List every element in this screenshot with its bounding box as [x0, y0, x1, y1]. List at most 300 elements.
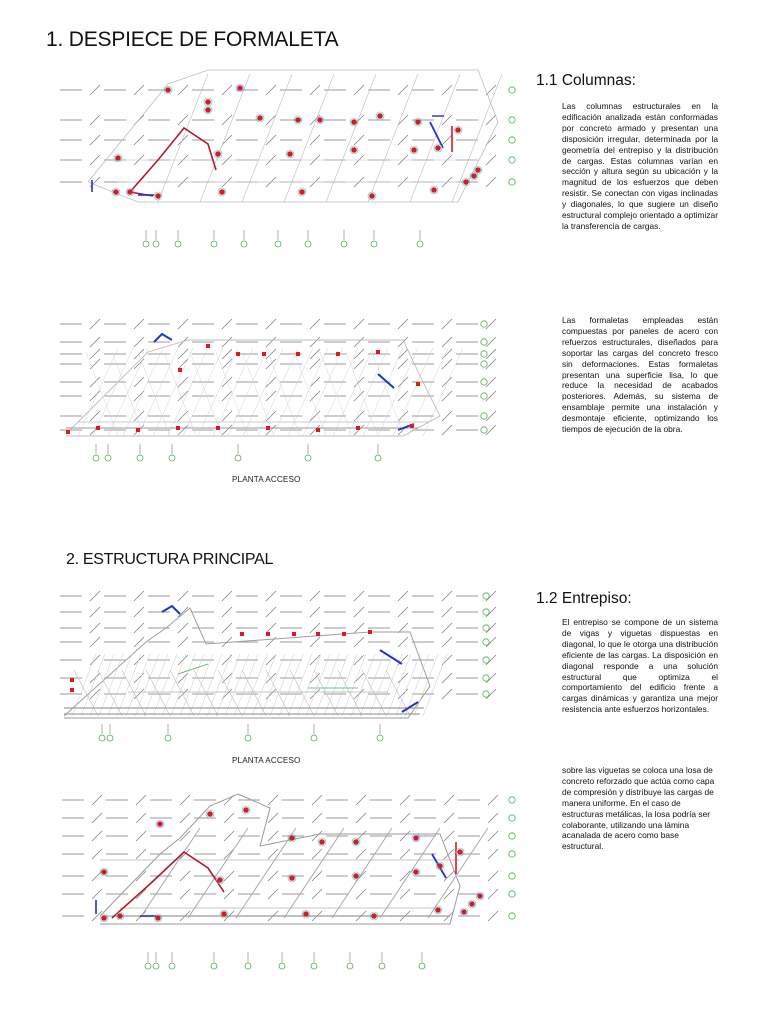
grid-tick — [134, 591, 144, 601]
axis-bubble — [241, 241, 247, 247]
grid-tick — [398, 391, 408, 401]
formwork-panel — [363, 348, 403, 436]
column-marker — [432, 188, 437, 193]
formwork-column-marker — [316, 428, 320, 432]
grid-tick — [178, 349, 188, 359]
axis-bubble — [235, 455, 241, 461]
column-marker — [102, 870, 107, 875]
entrepiso-heading: 1.2 Entrepiso: — [536, 590, 632, 607]
grid-tick — [486, 177, 496, 187]
formwork-column-marker — [206, 344, 210, 348]
axis-bubble — [483, 675, 489, 681]
formwork-panel — [164, 352, 196, 436]
grid-tick — [134, 377, 144, 387]
vigueta — [333, 654, 357, 716]
vigueta — [72, 654, 96, 716]
grid-tick — [442, 85, 452, 95]
grid-tick — [90, 337, 100, 347]
plan-2-caption: PLANTA ACCESO — [232, 475, 301, 484]
grid-tick — [354, 337, 364, 347]
grid-tick — [486, 673, 496, 683]
grid-tick — [400, 795, 410, 805]
vigueta — [90, 654, 114, 716]
grid-tick — [134, 135, 144, 145]
grid-tick — [224, 871, 234, 881]
axis-bubble — [509, 179, 515, 185]
entrepiso-paragraph-2: sobre las viguetas se coloca una losa de concreto reforzado que actúa como capa de compresión y distribuye las cargas de manera uniforme. En el caso de estructuras metálicas, la losa podría ser colaborante, utilizando una lámina acanalada de acero como base estructural. — [562, 765, 715, 852]
grid-tick — [180, 889, 190, 899]
grid-tick — [488, 813, 498, 823]
grid-tick — [398, 591, 408, 601]
formwork-panel — [320, 352, 352, 436]
grid-tick — [266, 85, 276, 95]
vigueta — [122, 670, 146, 716]
grid-tick — [268, 889, 278, 899]
axis-bubble — [481, 339, 487, 345]
formwork-column-marker — [410, 424, 414, 428]
grid-tick — [354, 689, 364, 699]
grid-tick — [134, 623, 144, 633]
grid-tick — [442, 377, 452, 387]
vigueta — [306, 654, 330, 716]
axis-bubble — [169, 455, 175, 461]
grid-tick — [136, 889, 146, 899]
grid-tick — [310, 135, 320, 145]
formwork-column-marker — [416, 382, 420, 386]
grid-tick — [354, 135, 364, 145]
grid-tick — [488, 871, 498, 881]
axis-bubble — [509, 137, 515, 143]
vigueta — [108, 654, 132, 716]
formwork-column-marker — [376, 350, 380, 354]
grid-tick — [136, 795, 146, 805]
formwork-panel — [346, 352, 378, 436]
grid-tick — [222, 85, 232, 95]
column-marker — [158, 822, 163, 827]
slab-outline — [64, 608, 430, 718]
grid-tick — [442, 337, 452, 347]
column-marker — [472, 174, 477, 179]
axis-bubble — [311, 735, 317, 741]
axis-bubble — [107, 735, 113, 741]
axis-bubble — [279, 963, 285, 969]
grid-tick — [356, 889, 366, 899]
grid-tick — [90, 349, 100, 359]
vigueta — [243, 654, 267, 716]
grid-tick — [312, 889, 322, 899]
column-marker — [412, 148, 417, 153]
axis-bubble — [509, 833, 515, 839]
column-marker — [462, 910, 467, 915]
grid-tick — [442, 391, 452, 401]
vigueta — [99, 654, 123, 716]
axis-bubble — [483, 691, 489, 697]
grid-tick — [398, 411, 408, 421]
column-marker — [222, 912, 227, 917]
axis-bubble — [483, 625, 489, 631]
column-marker — [414, 836, 419, 841]
grid-tick — [356, 831, 366, 841]
grid-tick — [486, 655, 496, 665]
formwork-column-marker — [216, 426, 220, 430]
grid-tick — [310, 377, 320, 387]
column-marker — [128, 190, 133, 195]
formwork-panel — [348, 348, 388, 436]
axis-bubble — [275, 241, 281, 247]
formwork-panel — [216, 352, 248, 436]
axis-bubble — [509, 913, 515, 919]
grid-tick — [310, 623, 320, 633]
grid-tick — [486, 637, 496, 647]
grid-tick — [444, 795, 454, 805]
grid-tick — [398, 637, 408, 647]
grid-tick — [266, 591, 276, 601]
grid-tick — [488, 911, 498, 921]
axis-bubble — [483, 639, 489, 645]
vigueta — [180, 654, 204, 716]
grid-tick — [134, 85, 144, 95]
vigueta — [146, 670, 170, 716]
axis-bubble — [311, 963, 317, 969]
grid-tick — [442, 425, 452, 435]
vigueta — [279, 654, 303, 716]
diagonal-beam — [326, 74, 376, 202]
grid-tick — [442, 689, 452, 699]
axis-bubble — [153, 963, 159, 969]
diagonal-beam — [452, 74, 502, 202]
column-marker — [70, 688, 74, 692]
column-marker — [208, 812, 213, 817]
grid-tick — [92, 795, 102, 805]
column-marker — [102, 916, 107, 921]
grid-tick — [400, 813, 410, 823]
grid-tick — [312, 871, 322, 881]
vigueta — [315, 654, 339, 716]
vigueta — [171, 654, 195, 716]
grid-tick — [354, 623, 364, 633]
diagonal-beam — [332, 828, 392, 918]
grid-tick — [398, 115, 408, 125]
grid-tick — [354, 319, 364, 329]
column-marker — [478, 894, 483, 899]
axis-bubble — [145, 963, 151, 969]
grid-tick — [442, 623, 452, 633]
vigueta — [351, 654, 375, 716]
grid-tick — [400, 831, 410, 841]
grid-tick — [180, 871, 190, 881]
grid-tick — [310, 391, 320, 401]
formwork-panel — [138, 348, 178, 436]
axis-bubble — [481, 351, 487, 357]
grid-tick — [486, 623, 496, 633]
vigueta — [266, 670, 290, 716]
grid-tick — [488, 831, 498, 841]
formwork-panel — [294, 352, 326, 436]
grid-tick — [90, 411, 100, 421]
column-marker — [436, 908, 441, 913]
formwork-panel — [112, 352, 144, 436]
axis-bubble — [509, 157, 515, 163]
formwork-panel — [198, 348, 238, 436]
vigueta — [144, 654, 168, 716]
grid-tick — [178, 623, 188, 633]
column-marker — [416, 120, 421, 125]
grid-tick — [398, 607, 408, 617]
formwork-column-marker — [356, 426, 360, 430]
grid-tick — [224, 889, 234, 899]
vigueta — [324, 654, 348, 716]
grid-tick — [268, 795, 278, 805]
axis-bubble — [481, 321, 487, 327]
formwork-panel — [273, 348, 313, 436]
formwork-column-marker — [178, 368, 182, 372]
axis-bubble — [245, 963, 251, 969]
vigueta — [135, 654, 159, 716]
grid-tick — [444, 831, 454, 841]
column-marker — [266, 632, 270, 636]
columnas-heading: 1.1 Columnas: — [536, 72, 636, 89]
formwork-panel — [228, 348, 268, 436]
column-marker — [354, 874, 359, 879]
grid-tick — [136, 871, 146, 881]
formwork-panel — [423, 348, 463, 436]
axis-bubble — [341, 241, 347, 247]
axis-bubble — [509, 873, 515, 879]
column-marker — [206, 108, 211, 113]
axis-bubble — [509, 117, 515, 123]
formwork-panel — [372, 352, 404, 436]
axis-bubble — [371, 241, 377, 247]
grid-tick — [312, 831, 322, 841]
columnas-paragraph-2: Las formaletas empleadas están compuestas por paneles de acero con refuerzos estructurales, diseñados para soportar las cargas del concreto fresco sin deformaciones. Estas formaletas presentan una superficie lisa, lo que reduce la necesidad de acabados posteriores. Además, su sistema de ensamblaje permite una instalación y desmontaje eficiente, optimizando los tiempos de ejecución de la obra. — [562, 315, 718, 435]
column-marker — [378, 114, 383, 119]
grid-tick — [90, 115, 100, 125]
grid-tick — [486, 689, 496, 699]
column-marker — [220, 190, 225, 195]
grid-tick — [134, 337, 144, 347]
formwork-panel — [318, 348, 358, 436]
column-marker — [166, 88, 171, 93]
grid-tick — [442, 591, 452, 601]
axis-bubble — [347, 963, 353, 969]
column-marker — [470, 902, 475, 907]
grid-tick — [310, 359, 320, 369]
axis-bubble — [175, 241, 181, 247]
grid-tick — [92, 871, 102, 881]
diagonal-beam — [236, 828, 296, 918]
grid-tick — [400, 889, 410, 899]
grid-tick — [266, 655, 276, 665]
grid-tick — [266, 607, 276, 617]
vigueta — [288, 654, 312, 716]
vigueta — [423, 654, 447, 716]
diagonal-beam — [380, 828, 440, 918]
vigueta — [207, 654, 231, 716]
grid-tick — [356, 813, 366, 823]
column-marker — [116, 156, 121, 161]
grid-tick — [398, 377, 408, 387]
grid-tick — [356, 849, 366, 859]
column-marker — [156, 194, 161, 199]
formwork-column-marker — [266, 426, 270, 430]
grid-tick — [398, 359, 408, 369]
grid-tick — [134, 411, 144, 421]
grid-tick — [400, 849, 410, 859]
column-marker — [70, 678, 74, 682]
grid-tick — [310, 637, 320, 647]
column-marker — [240, 632, 244, 636]
grid-tick — [222, 607, 232, 617]
grid-tick — [266, 319, 276, 329]
grid-tick — [90, 637, 100, 647]
formwork-panel — [123, 348, 163, 436]
grid-tick — [90, 155, 100, 165]
formwork-panel — [258, 348, 298, 436]
grid-tick — [90, 359, 100, 369]
formwork-panel — [168, 348, 208, 436]
grid-tick — [180, 813, 190, 823]
grid-tick — [442, 607, 452, 617]
column-marker — [438, 864, 443, 869]
page-title: 1. DESPIECE DE FORMALETA — [46, 28, 339, 51]
formwork-column-marker — [336, 352, 340, 356]
grid-tick — [354, 591, 364, 601]
grid-tick — [442, 411, 452, 421]
grid-tick — [312, 813, 322, 823]
axis-bubble — [481, 413, 487, 419]
grid-tick — [224, 813, 234, 823]
grid-tick — [90, 607, 100, 617]
grid-tick — [90, 85, 100, 95]
diagonal-beam — [428, 828, 488, 918]
plan-formaleta-drawing — [58, 312, 496, 468]
vigueta — [290, 670, 314, 716]
diagonal-beam — [368, 74, 418, 202]
formwork-panel — [243, 348, 283, 436]
grid-tick — [90, 623, 100, 633]
vigueta — [162, 654, 186, 716]
blue-brace — [154, 334, 172, 342]
column-marker — [300, 190, 305, 195]
diagonal-beam — [140, 828, 200, 918]
axis-bubble — [211, 963, 217, 969]
axis-bubble — [377, 735, 383, 741]
grid-tick — [222, 655, 232, 665]
grid-tick — [310, 349, 320, 359]
column-marker — [342, 632, 346, 636]
grid-tick — [310, 607, 320, 617]
formwork-column-marker — [66, 430, 70, 434]
grid-tick — [486, 115, 496, 125]
column-marker — [370, 194, 375, 199]
grid-tick — [398, 349, 408, 359]
axis-bubble — [509, 797, 515, 803]
grid-tick — [178, 135, 188, 145]
axis-bubble — [137, 455, 143, 461]
grid-tick — [442, 673, 452, 683]
grid-tick — [90, 591, 100, 601]
column-marker — [296, 118, 301, 123]
vigueta — [378, 654, 402, 716]
axis-bubble — [169, 963, 175, 969]
grid-tick — [178, 607, 188, 617]
formwork-column-marker — [296, 352, 300, 356]
grid-tick — [266, 337, 276, 347]
column-marker — [206, 100, 211, 105]
axis-bubble — [419, 963, 425, 969]
axis-bubble — [99, 735, 105, 741]
column-marker — [156, 916, 161, 921]
vigueta — [234, 654, 258, 716]
column-marker — [216, 152, 221, 157]
grid-tick — [134, 655, 144, 665]
column-marker — [118, 914, 123, 919]
grid-tick — [90, 391, 100, 401]
grid-tick — [222, 135, 232, 145]
grid-tick — [136, 813, 146, 823]
vigueta — [218, 670, 242, 716]
plan-columnas-drawing — [58, 62, 524, 258]
grid-tick — [488, 849, 498, 859]
formwork-column-marker — [236, 352, 240, 356]
grid-tick — [398, 337, 408, 347]
column-marker — [290, 876, 295, 881]
grid-tick — [442, 135, 452, 145]
grid-tick — [178, 411, 188, 421]
grid-tick — [92, 831, 102, 841]
grid-tick — [178, 85, 188, 95]
blue-brace — [162, 606, 180, 614]
formwork-column-marker — [176, 426, 180, 430]
grid-tick — [136, 831, 146, 841]
vigueta — [117, 654, 141, 716]
column-marker — [372, 914, 377, 919]
grid-tick — [442, 359, 452, 369]
grid-tick — [134, 673, 144, 683]
axis-bubble — [245, 735, 251, 741]
grid-tick — [268, 831, 278, 841]
axis-bubble — [305, 455, 311, 461]
axis-bubble — [105, 455, 111, 461]
structure-outline — [100, 794, 460, 924]
grid-tick — [354, 607, 364, 617]
grid-tick — [92, 813, 102, 823]
column-marker — [464, 180, 469, 185]
green-beam — [178, 664, 208, 674]
axis-bubble — [153, 241, 159, 247]
grid-tick — [178, 319, 188, 329]
grid-tick — [442, 319, 452, 329]
plan-entrepiso-drawing — [60, 776, 524, 976]
diagonal-beam — [188, 828, 248, 918]
grid-tick — [134, 689, 144, 699]
vigueta — [387, 654, 411, 716]
formwork-panel — [288, 348, 328, 436]
grid-tick — [222, 623, 232, 633]
grid-tick — [444, 889, 454, 899]
grid-tick — [266, 349, 276, 359]
column-marker — [352, 148, 357, 153]
vigueta — [261, 654, 285, 716]
grid-tick — [444, 813, 454, 823]
grid-tick — [222, 391, 232, 401]
grid-tick — [310, 319, 320, 329]
axis-bubble — [509, 851, 515, 857]
grid-tick — [178, 359, 188, 369]
grid-tick — [310, 591, 320, 601]
axis-bubble — [379, 963, 385, 969]
column-marker — [218, 878, 223, 883]
